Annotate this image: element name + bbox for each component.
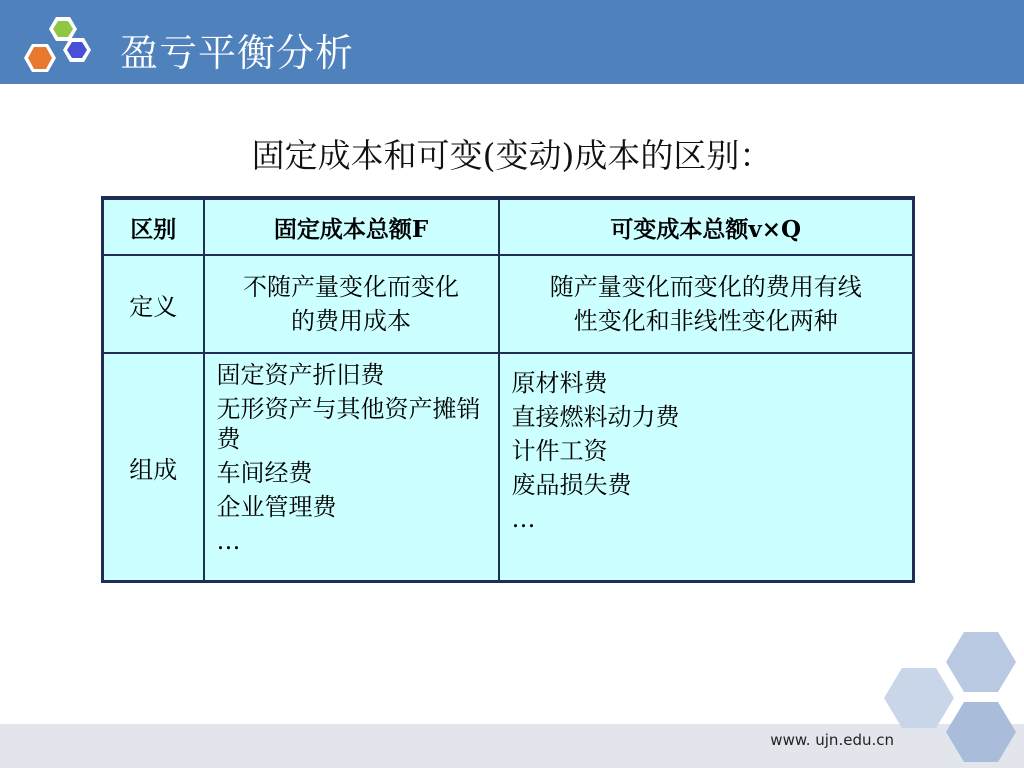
fixed-definition-line: 的费用成本: [291, 307, 411, 335]
variable-definition-line: 随产量变化而变化的费用有线: [549, 273, 862, 301]
list-item: 车间经费: [216, 459, 313, 487]
variable-cost-definition: [499, 255, 914, 353]
list-item: 原材料费: [511, 369, 608, 397]
variable-definition-line: 性变化和非线性变化两种: [573, 307, 838, 335]
fixed-definition-line: 不随产量变化而变化: [243, 273, 459, 301]
table-header-row: [103, 198, 914, 255]
variable-cost-composition: [499, 353, 914, 582]
fixed-cost-composition: [204, 353, 499, 582]
header-cell-variable-cost: 可变成本总额v×Q: [499, 198, 914, 255]
header-cell-difference: 区别: [103, 198, 204, 255]
list-item: 直接燃料动力费: [511, 403, 680, 431]
slide-title: 盈亏平衡分析: [120, 31, 355, 75]
comparison-table: [101, 196, 915, 583]
row-label-definition: 定义: [103, 255, 204, 353]
slide-subtitle: 固定成本和可变(变动)成本的区别：: [251, 136, 773, 175]
table-row: [103, 353, 914, 582]
fixed-cost-definition: [204, 255, 499, 353]
list-item: 企业管理费: [216, 493, 337, 521]
decorative-hexagons-icon: [880, 626, 1024, 768]
slide-header-bar: [0, 0, 1024, 84]
list-item: 固定资产折旧费: [216, 361, 385, 389]
list-item: 废品损失费: [511, 471, 632, 499]
footer-url: www. ujn.edu.cn: [770, 731, 894, 749]
row-label-composition: 组成: [103, 353, 204, 582]
list-item: 无形资产与其他资产摊销费: [216, 395, 481, 453]
header-cell-fixed-cost: 固定成本总额F: [204, 198, 499, 255]
table-row: [103, 255, 914, 353]
list-item: …: [216, 527, 241, 555]
hexagon-cluster-logo-icon: [12, 12, 102, 88]
list-item: …: [511, 505, 536, 533]
list-item: 计件工资: [511, 437, 608, 465]
